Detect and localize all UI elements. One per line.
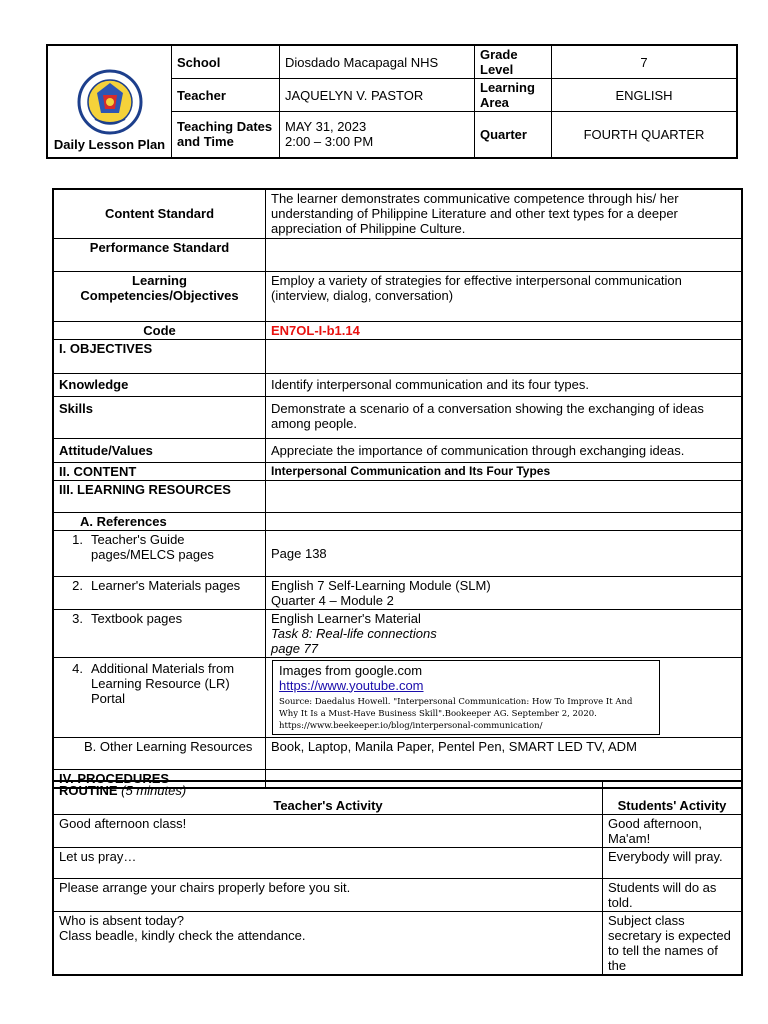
content-standard-label: Content Standard (53, 189, 266, 238)
grade-label: Grade Level (475, 45, 552, 79)
youtube-link[interactable]: https://www.youtube.com (279, 677, 424, 693)
routine-row-4-line-1: Who is absent today? (59, 913, 185, 928)
learners-materials-value (266, 576, 743, 609)
teacher-value: JAQUELYN V. PASTOR (280, 79, 475, 112)
resources-value (266, 480, 743, 512)
routine-row-3-teacher: Please arrange your chairs properly before you sit. (53, 879, 603, 912)
area-value: ENGLISH (552, 79, 738, 112)
additional-materials-label (53, 657, 266, 737)
routine-row-4-student: Subject class secretary is expected to tell the names of the (603, 912, 743, 976)
knowledge-value: Identify interpersonal communication and its four types. (266, 373, 743, 396)
lm-line-2: Quarter 4 – Module 2 (271, 592, 394, 608)
code-value: EN7OL-I-b1.14 (266, 321, 743, 339)
quarter-value: FOURTH QUARTER (552, 112, 738, 158)
deped-seal-icon (75, 69, 145, 135)
routine-row-4-teacher (53, 912, 603, 976)
resources-label: III. LEARNING RESOURCES (53, 480, 266, 512)
code-label: Code (53, 321, 266, 339)
tb-line-3: page 77 (271, 640, 318, 656)
references-value (266, 512, 743, 530)
tb-line-2: Task 8: Real-life connections (271, 625, 437, 641)
references-label: A. References (53, 512, 266, 530)
routine-row-1-student: Good afternoon, Ma'am! (603, 815, 743, 848)
procedures-label: IV. PROCEDURES (53, 769, 266, 788)
header-table (46, 44, 738, 159)
tb-text: Textbook pages (91, 610, 183, 626)
attitude-value: Appreciate the importance of communication through exchanging ideas. (266, 438, 743, 462)
logo-cell (47, 45, 172, 158)
dates-value (280, 112, 475, 158)
routine-duration: (5 minutes) (121, 783, 187, 798)
other-resources-label: B. Other Learning Resources (53, 737, 266, 769)
lm-text: Learner's Materials pages (91, 577, 241, 593)
am-line-1: Images from google.com (279, 662, 423, 678)
additional-materials-value (266, 657, 743, 737)
school-label: School (172, 45, 280, 79)
am-text: Additional Materials from Learning Resource (LR) Portal (91, 660, 235, 706)
routine-title: ROUTINE (59, 783, 118, 798)
content-label: II. CONTENT (53, 462, 266, 480)
performance-standard-label: Performance Standard (53, 238, 266, 271)
objectives-label: I. OBJECTIVES (53, 339, 266, 373)
area-label: Learning Area (475, 79, 552, 112)
competencies-value: Employ a variety of strategies for effective interpersonal communication (interview, dialog, conversation) (266, 271, 743, 321)
lm-number: 2. (72, 577, 83, 593)
routine-row-2-student: Everybody will pray. (603, 848, 743, 879)
textbook-value (266, 609, 743, 657)
student-activity-header: Students' Activity (603, 781, 743, 815)
tg-number: 1. (72, 531, 83, 547)
routine-row-3-student: Students will do as told. (603, 879, 743, 912)
tb-number: 3. (72, 610, 83, 626)
teacher-label: Teacher (172, 79, 280, 112)
dates-label: Teaching Dates and Time (172, 112, 280, 158)
objectives-value (266, 339, 743, 373)
teacher-activity-header: Teacher's Activity (273, 798, 383, 813)
routine-row-4-line-2: Class beadle, kindly check the attendance. (59, 928, 306, 943)
attitude-label: Attitude/Values (53, 438, 266, 462)
school-value: Diosdado Macapagal NHS (280, 45, 475, 79)
knowledge-label: Knowledge (53, 373, 266, 396)
routine-table (52, 780, 743, 976)
skills-value: Demonstrate a scenario of a conversation showing the exchanging of ideas among people. (266, 396, 743, 438)
content-value: Interpersonal Communication and Its Four Types (266, 462, 743, 480)
content-standard-value: The learner demonstrates communicative competence through his/ her understanding of Philippine Literature and other text types for a deeper appreciation of Philippine Culture. (266, 189, 743, 238)
time-value: 2:00 – 3:00 PM (285, 134, 374, 150)
tb-line-1: English Learner's Material (271, 610, 421, 626)
routine-row-2-teacher: Let us pray… (53, 848, 603, 879)
teachers-guide-label (53, 530, 266, 576)
skills-label: Skills (53, 396, 266, 438)
learners-materials-label (53, 576, 266, 609)
am-number: 4. (72, 660, 83, 676)
routine-row-1-teacher: Good afternoon class! (53, 815, 603, 848)
lm-line-1: English 7 Self-Learning Module (SLM) (271, 577, 491, 593)
grade-value: 7 (552, 45, 738, 79)
competencies-label: Learning Competencies/Objectives (53, 271, 266, 321)
quarter-label: Quarter (475, 112, 552, 158)
textbook-label (53, 609, 266, 657)
date-value: MAY 31, 2023 (285, 119, 367, 135)
source-box (272, 660, 660, 735)
lesson-plan-table (52, 188, 743, 789)
performance-standard-value (266, 238, 743, 271)
source-citation: Source: Daedalus Howell. "Interpersonal Communication: How To Improve It And Why It Is a Must-Have Business Skill".Bookeeper AG. September 2, 2020. https://www.beekeeper.io/blog/interpersonal-communication/ (279, 696, 633, 731)
teachers-guide-value: Page 138 (266, 530, 743, 576)
other-resources-value: Book, Laptop, Manila Paper, Pentel Pen, SMART LED TV, ADM (266, 737, 743, 769)
doc-title: Daily Lesson Plan (53, 136, 166, 152)
routine-header-teacher (53, 781, 603, 815)
tg-text: Teacher's Guide pages/MELCS pages (91, 531, 214, 562)
